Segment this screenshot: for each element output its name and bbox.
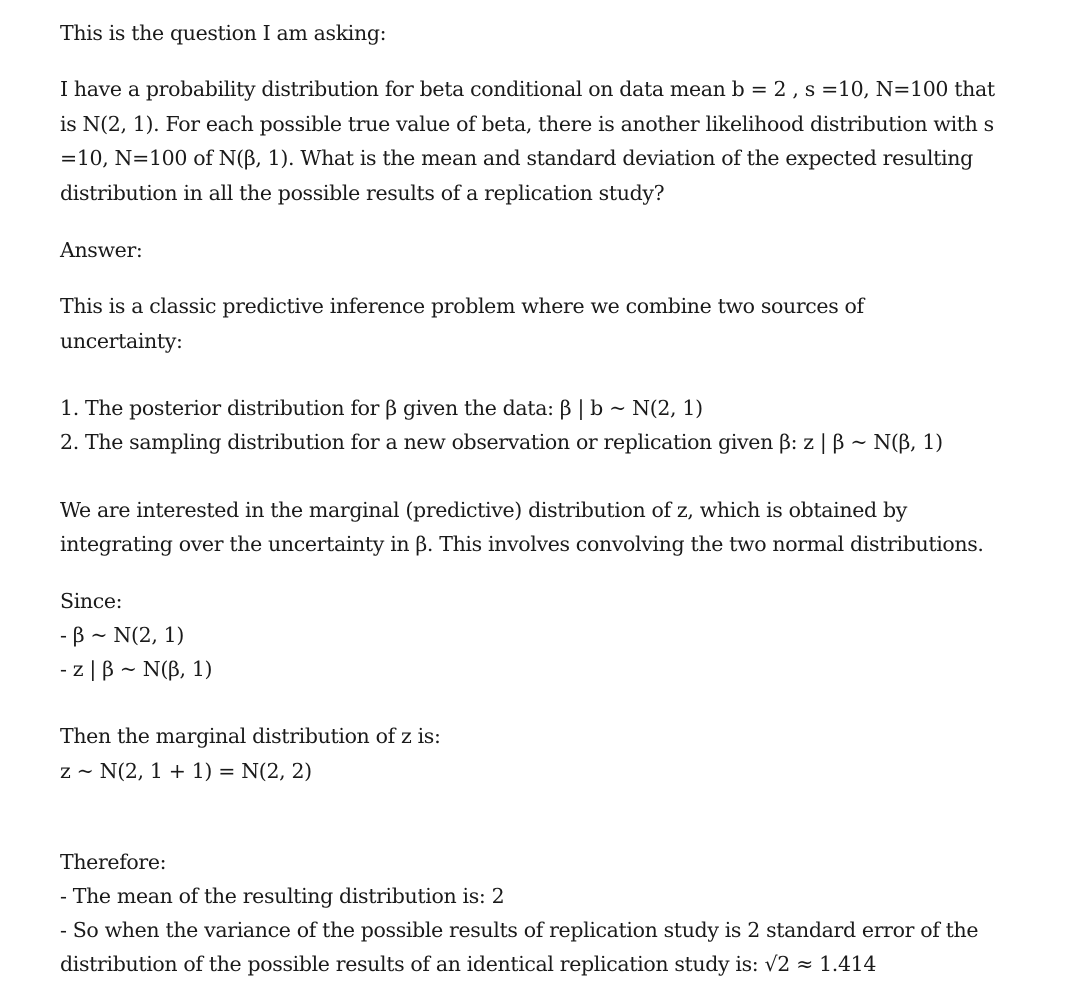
since-item: - β ~ N(2, 1) [60,623,185,647]
therefore-item: - So when the variance of the possible results of replication study is 2 standard error of the [60,918,979,942]
therefore-item: distribution of the possible results of an identical replication study is: √2 ≈ 1.414 [60,952,877,976]
therefore-label: Therefore: [60,850,167,874]
marginal-line: We are interested in the marginal (predictive) distribution of z, which is obtained by [60,498,907,522]
since-label: Since: [60,589,123,613]
numbered-item: 2. The sampling distribution for a new observation or replication given β: z | β ~ N(β, 1) [60,430,943,454]
marginal-line: integrating over the uncertainty in β. This involves convolving the two normal distributions. [60,532,984,556]
numbered-item: 1. The posterior distribution for β given the data: β | b ~ N(2, 1) [60,396,703,420]
intro-line: This is a classic predictive inference problem where we combine two sources of [60,294,864,318]
then-label: Then the marginal distribution of z is: [60,724,441,748]
question-line: distribution in all the possible results of a replication study? [60,181,665,205]
question-line: I have a probability distribution for beta conditional on data mean b = 2 , s =10, N=100 that [60,77,995,101]
intro-line: uncertainty: [60,329,183,353]
since-item: - z | β ~ N(β, 1) [60,657,213,681]
question-line: is N(2, 1). For each possible true value of beta, there is another likelihood distribution with s [60,112,994,136]
then-formula: z ~ N(2, 1 + 1) = N(2, 2) [60,759,312,783]
therefore-item: - The mean of the resulting distribution is: 2 [60,884,505,908]
question-intro: This is the question I am asking: [60,21,387,45]
answer-label: Answer: [60,238,143,262]
question-line: =10, N=100 of N(β, 1). What is the mean and standard deviation of the expected resulting [60,146,973,170]
